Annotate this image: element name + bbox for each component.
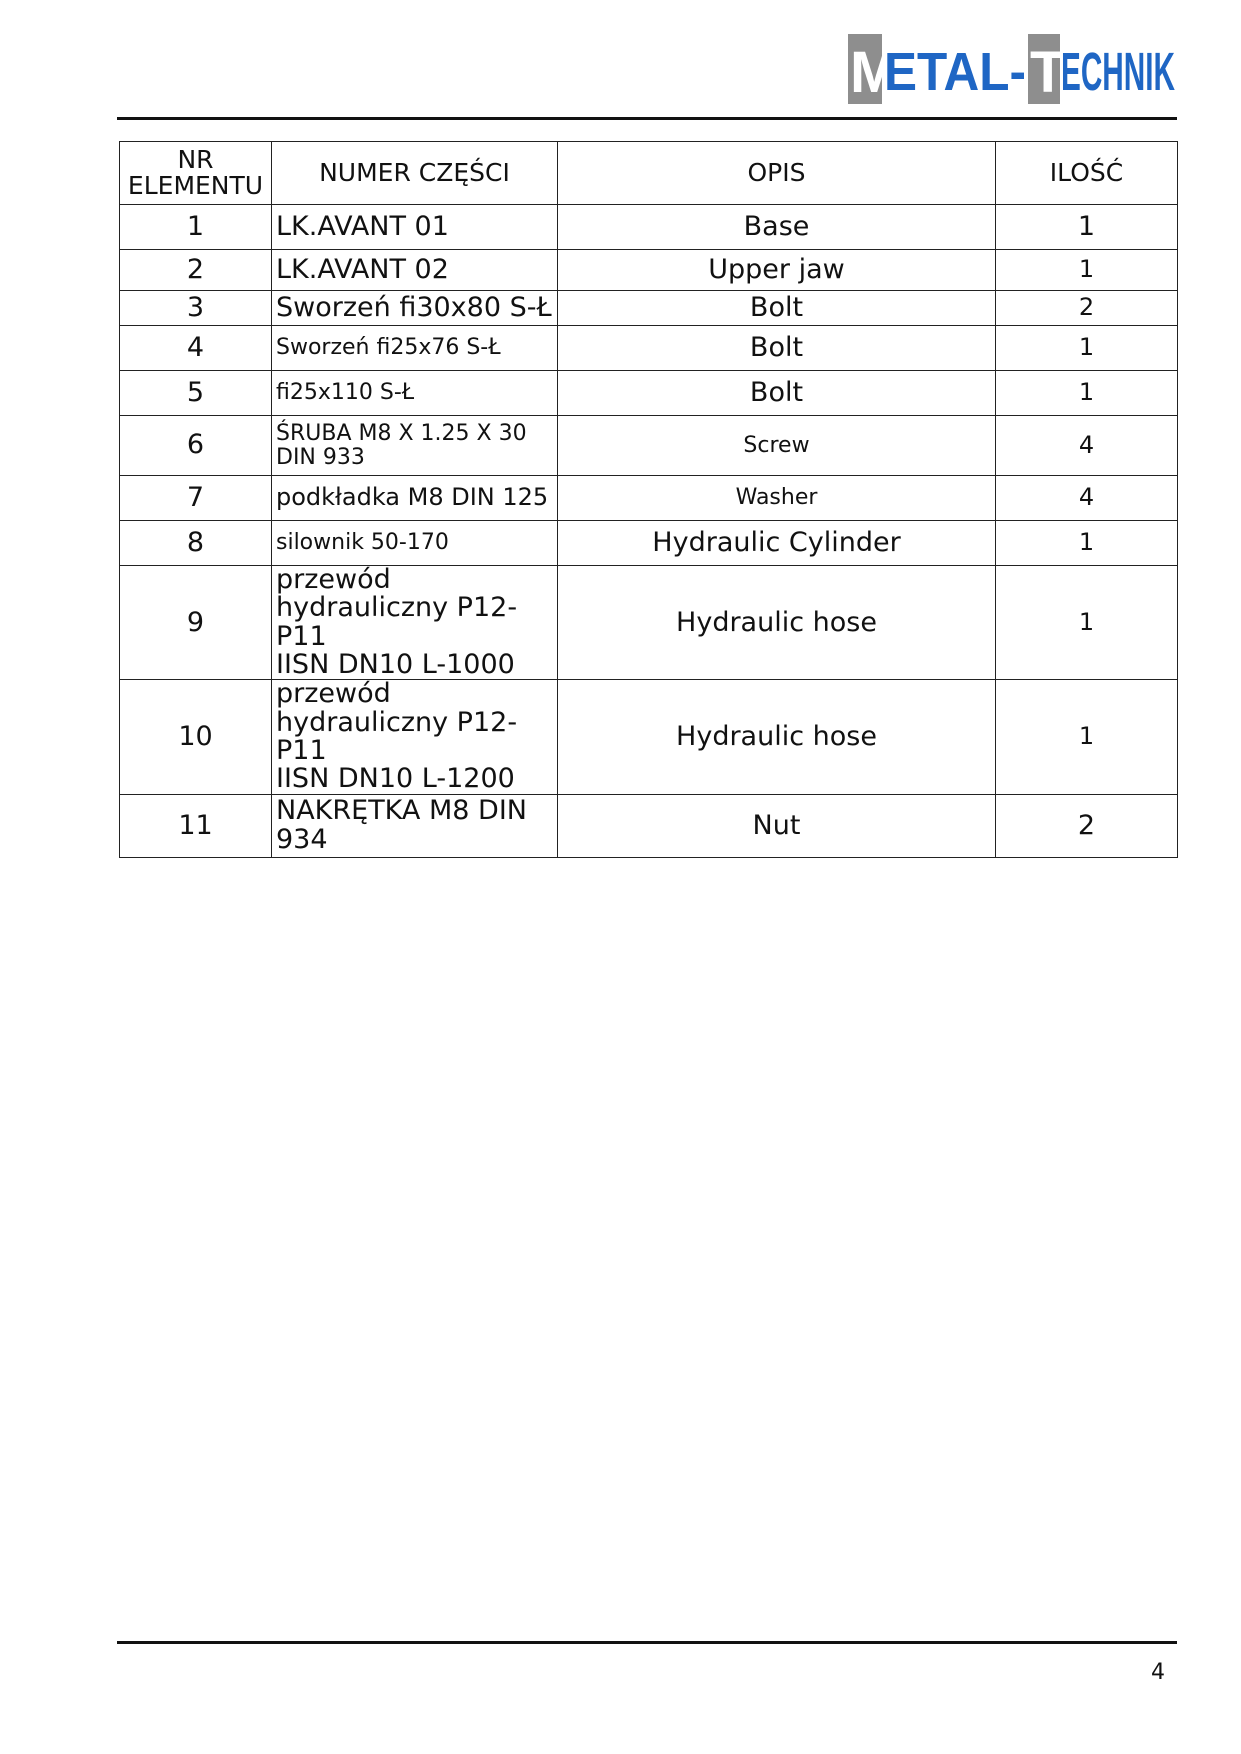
cell-numer-czesci	[272, 371, 558, 416]
part-line: przewód	[276, 564, 391, 595]
part-line: fi25x110 S-Ł	[276, 380, 415, 406]
part-line: LK.AVANT 01	[276, 210, 449, 242]
logo-text-etal: ETAL-	[884, 42, 1026, 102]
cell-opis: Screw	[558, 416, 996, 476]
table-row	[120, 566, 1178, 680]
table-body	[120, 205, 1178, 858]
header-opis: OPIS	[558, 142, 996, 205]
cell-nr-elementu: 9	[120, 566, 272, 680]
logo-text-echnik: ECHNIK	[1061, 42, 1175, 102]
cell-ilosc: 1	[996, 521, 1178, 566]
header-nr-line1: NR	[177, 144, 214, 174]
cell-nr-elementu: 4	[120, 326, 272, 371]
part-line: podkładka M8 DIN 125	[276, 483, 549, 512]
part-line: DIN 933	[276, 444, 365, 470]
cell-ilosc: 4	[996, 476, 1178, 521]
logo-graphic	[848, 34, 1178, 104]
cell-nr-elementu: 6	[120, 416, 272, 476]
cell-opis: Hydraulic hose	[558, 566, 996, 680]
footer-rule	[117, 1641, 1177, 1644]
table-row	[120, 291, 1178, 326]
table-header-row	[120, 142, 1178, 205]
header-ilosc: ILOŚĆ	[996, 142, 1178, 205]
cell-nr-elementu: 3	[120, 291, 272, 326]
cell-ilosc: 1	[996, 566, 1178, 680]
cell-numer-czesci	[272, 680, 558, 794]
cell-nr-elementu: 8	[120, 521, 272, 566]
part-line: Sworzeń fi30x80 S-Ł	[276, 291, 552, 323]
part-line: IISN DN10 L-1000	[276, 649, 515, 681]
cell-numer-czesci	[272, 326, 558, 371]
metal-technik-logo	[848, 34, 1178, 104]
cell-nr-elementu: 5	[120, 371, 272, 416]
cell-ilosc: 2	[996, 794, 1178, 857]
cell-numer-czesci	[272, 416, 558, 476]
table-row	[120, 794, 1178, 857]
header-nr-elementu	[120, 142, 272, 205]
part-line: silownik 50-170	[276, 530, 449, 556]
cell-numer-czesci	[272, 521, 558, 566]
cell-nr-elementu: 11	[120, 794, 272, 857]
part-line: 934	[276, 823, 328, 855]
cell-nr-elementu: 1	[120, 205, 272, 250]
cell-ilosc: 2	[996, 291, 1178, 326]
logo-letter-m: M	[850, 40, 899, 104]
part-line: hydrauliczny P12-P11	[276, 592, 518, 652]
header-numer-czesci: NUMER CZĘŚCI	[272, 142, 558, 205]
cell-nr-elementu: 2	[120, 250, 272, 291]
cell-numer-czesci	[272, 205, 558, 250]
table-row	[120, 416, 1178, 476]
cell-opis: Upper jaw	[558, 250, 996, 291]
cell-opis: Bolt	[558, 371, 996, 416]
cell-numer-czesci	[272, 794, 558, 857]
cell-ilosc: 1	[996, 326, 1178, 371]
logo-letter-t: T	[1030, 40, 1066, 104]
cell-opis: Bolt	[558, 291, 996, 326]
table-row	[120, 680, 1178, 794]
cell-opis: Nut	[558, 794, 996, 857]
header-nr-line2: ELEMENTU	[127, 171, 264, 200]
header-rule	[117, 117, 1177, 120]
table-row	[120, 476, 1178, 521]
table-row	[120, 326, 1178, 371]
cell-numer-czesci	[272, 476, 558, 521]
cell-opis: Hydraulic Cylinder	[558, 521, 996, 566]
part-line: LK.AVANT 02	[276, 253, 449, 285]
part-line: IISN DN10 L-1200	[276, 763, 515, 795]
table-row	[120, 250, 1178, 291]
cell-numer-czesci	[272, 566, 558, 680]
cell-ilosc: 1	[996, 205, 1178, 250]
table-row	[120, 205, 1178, 250]
table-row	[120, 371, 1178, 416]
cell-nr-elementu: 10	[120, 680, 272, 794]
cell-ilosc: 4	[996, 416, 1178, 476]
part-line: przewód	[276, 678, 391, 710]
page-number: 4	[1151, 1660, 1165, 1685]
cell-opis: Bolt	[558, 326, 996, 371]
table-row	[120, 521, 1178, 566]
cell-numer-czesci	[272, 250, 558, 291]
part-line: hydrauliczny P12-P11	[276, 706, 518, 767]
cell-opis: Base	[558, 205, 996, 250]
cell-ilosc: 1	[996, 371, 1178, 416]
cell-numer-czesci	[272, 291, 558, 326]
cell-nr-elementu: 7	[120, 476, 272, 521]
cell-ilosc: 1	[996, 680, 1178, 794]
part-line: ŚRUBA M8 X 1.25 X 30	[276, 421, 527, 447]
part-line: Sworzeń fi25x76 S-Ł	[276, 335, 501, 361]
cell-ilosc: 1	[996, 250, 1178, 291]
cell-opis: Washer	[558, 476, 996, 521]
cell-opis: Hydraulic hose	[558, 680, 996, 794]
part-line: NAKRĘTKA M8 DIN	[276, 795, 527, 827]
parts-list-table	[119, 141, 1178, 858]
